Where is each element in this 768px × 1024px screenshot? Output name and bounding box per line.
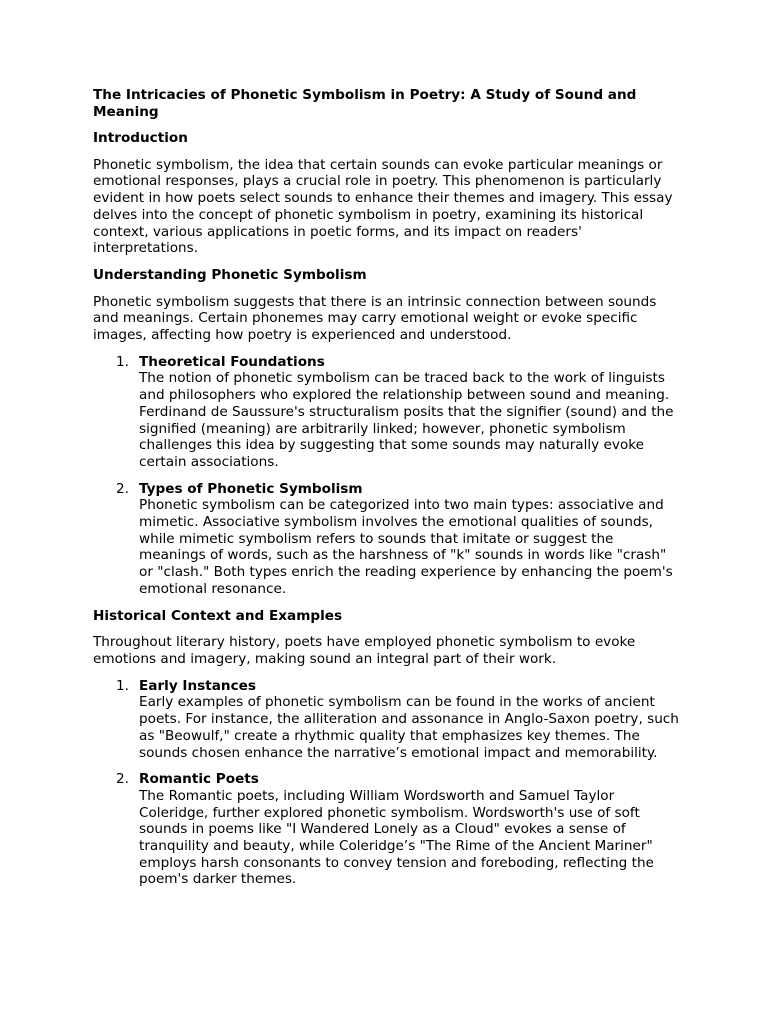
document-title: The Intricacies of Phonetic Symbolism in Poetry: A Study of Sound and Meaning bbox=[93, 87, 637, 120]
list-item-text: Phonetic symbolism can be categorized into two main types: associative and mimetic. Associative symbolism involves the emotional qualities of sounds, while mimetic symbolism refers to sounds that imitate or suggest the meanings of words, such as the harshness of "k" sounds in words like "crash" or "clash." Both types enrich the reading experience by enhancing the poem's emotional resonance. bbox=[139, 497, 673, 597]
list-item-text: The notion of phonetic symbolism can be traced back to the work of linguists and philosophers who explored the relationship between sound and meaning. Ferdinand de Saussure's structuralism posits that the signifier (sound) and the signified (meaning) are arbitrarily linked; however, phonetic symbolism challenges this idea by suggesting that some sounds may naturally evoke certain associations. bbox=[139, 370, 674, 470]
section-heading-introduction: Introduction bbox=[93, 130, 188, 146]
list-item-number: 1. bbox=[116, 353, 129, 370]
list-item bbox=[93, 678, 683, 762]
list-item-text: Early examples of phonetic symbolism can be found in the works of ancient poets. For instance, the alliteration and assonance in Anglo-Saxon poetry, such as "Beowulf," create a rhythmic quality that emphasizes key themes. The sounds chosen enhance the narrative’s emotional impact and memorability. bbox=[139, 694, 679, 761]
list-item-number: 2. bbox=[116, 771, 129, 788]
historical-context-paragraph: Throughout literary history, poets have employed phonetic symbolism to evoke emotions and imagery, making sound an integral part of their work. bbox=[93, 634, 636, 667]
list-item-title: Early Instances bbox=[139, 677, 256, 694]
list-item bbox=[93, 771, 683, 888]
understanding-list bbox=[93, 354, 683, 598]
list-item-number: 2. bbox=[116, 480, 129, 497]
list-item bbox=[93, 481, 683, 598]
list-item-title: Theoretical Foundations bbox=[139, 353, 325, 370]
list-item-text: The Romantic poets, including William Wordsworth and Samuel Taylor Coleridge, further explored phonetic symbolism. Wordsworth's use of soft sounds in poems like "I Wandered Lonely as a Cloud" evokes a sense of tranquility and beauty, while Coleridge’s "The Rime of the Ancient Mariner" employs harsh consonants to convey tension and foreboding, reflecting the poem's darker themes. bbox=[139, 787, 654, 888]
document-page bbox=[93, 87, 683, 898]
historical-context-list bbox=[93, 678, 683, 888]
introduction-paragraph: Phonetic symbolism, the idea that certain sounds can evoke particular meanings or emotional responses, plays a crucial role in poetry. This phenomenon is particularly evident in how poets select sounds to enhance their themes and imagery. This essay delves into the concept of phonetic symbolism in poetry, examining its historical context, various applications in poetic forms, and its impact on readers' interpretations. bbox=[93, 156, 673, 257]
section-heading-historical-context: Historical Context and Examples bbox=[93, 607, 343, 624]
list-item-title: Types of Phonetic Symbolism bbox=[139, 480, 363, 497]
understanding-paragraph: Phonetic symbolism suggests that there is an intrinsic connection between sounds and meanings. Certain phonemes may carry emotional weight or evoke specific images, affecting how poetry is experienced and understood. bbox=[93, 293, 657, 344]
section-heading-understanding: Understanding Phonetic Symbolism bbox=[93, 266, 367, 283]
list-item bbox=[93, 354, 683, 471]
list-item-number: 1. bbox=[116, 677, 129, 694]
list-item-title: Romantic Poets bbox=[139, 771, 259, 788]
